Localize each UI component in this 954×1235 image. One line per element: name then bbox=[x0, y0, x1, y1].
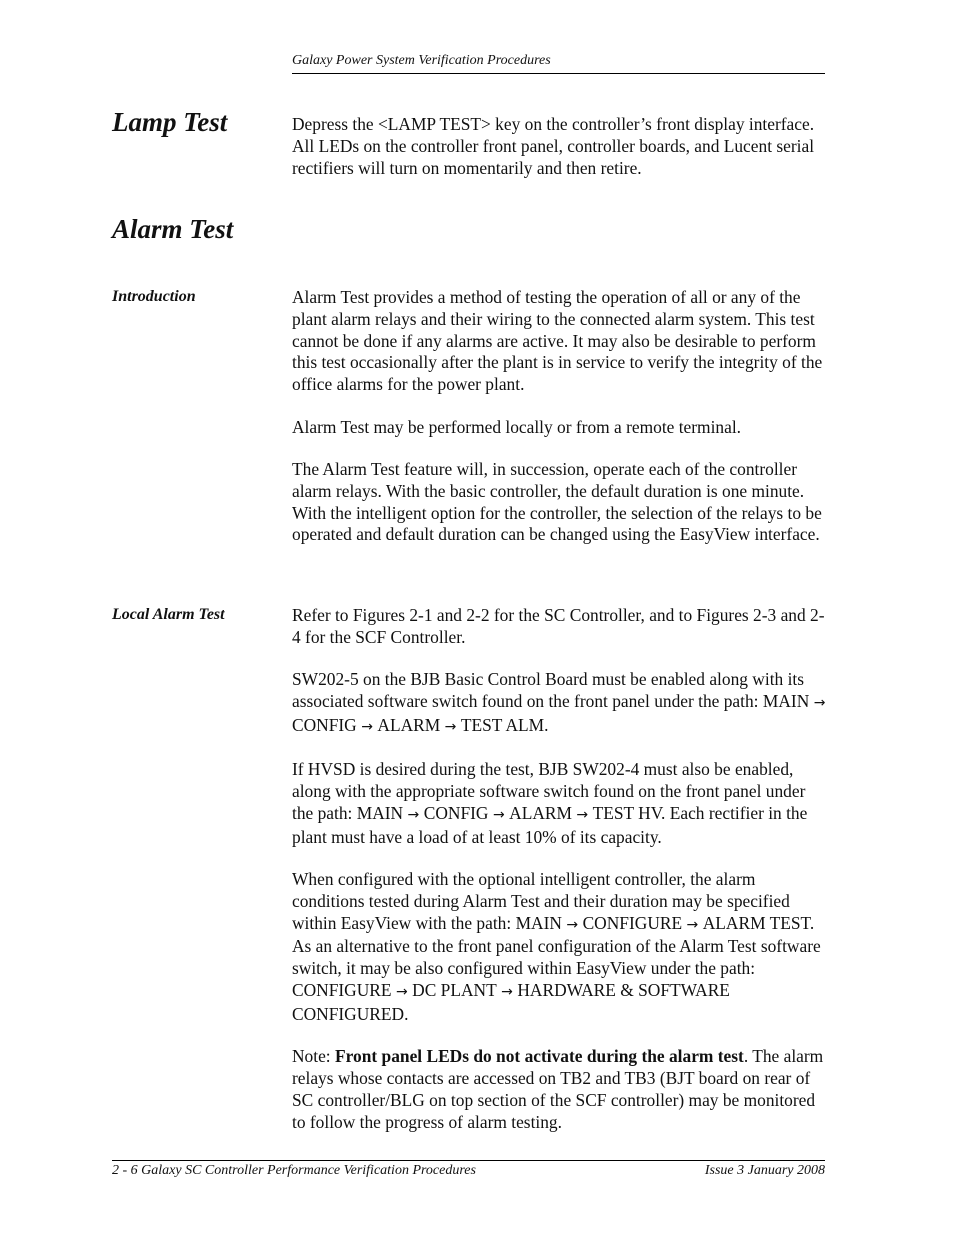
alarm-test-heading: Alarm Test bbox=[112, 214, 234, 244]
local-alarm-paragraph-4 bbox=[292, 869, 826, 1026]
menu-path-step: CONFIGURE bbox=[582, 912, 683, 933]
menu-path-step: TEST HV. bbox=[592, 802, 666, 823]
menu-path-step: HARDWARE & SOFTWARE CONFIGURED. bbox=[292, 979, 730, 1024]
right-arrow-icon: → bbox=[496, 983, 518, 1000]
right-arrow-icon: → bbox=[682, 916, 703, 933]
menu-path-step: CONFIG bbox=[292, 714, 357, 735]
menu-path bbox=[292, 980, 730, 1024]
right-arrow-icon: → bbox=[403, 806, 424, 823]
menu-path-step: CONFIGURE bbox=[292, 979, 392, 1000]
footer-rule bbox=[112, 1160, 825, 1161]
menu-path-step: ALARM TEST. bbox=[702, 912, 815, 933]
paragraph-4-text-middle: As an alternative to the front panel configuration of the Alarm Test software switch, it may be also configured within EasyView under the path: bbox=[292, 936, 821, 979]
right-arrow-icon: → bbox=[440, 718, 461, 735]
right-arrow-icon: → bbox=[561, 916, 583, 933]
note-bold-text: Front panel LEDs do not activate during the alarm test bbox=[335, 1046, 744, 1067]
menu-path-step: MAIN bbox=[762, 690, 810, 711]
right-arrow-icon: → bbox=[571, 806, 593, 823]
menu-path bbox=[516, 913, 815, 933]
menu-path-step: TEST ALM. bbox=[460, 714, 549, 735]
right-arrow-icon: → bbox=[391, 983, 413, 1000]
paragraph-3-text: If HVSD is desired during the test, BJB SW202-4 must also be enabled, along with the appropriate software switch found on the front panel under the path: bbox=[292, 759, 806, 823]
local-alarm-test-section bbox=[292, 605, 826, 1133]
menu-path-step: MAIN bbox=[515, 912, 562, 933]
footer-right: Issue 3 January 2008 bbox=[704, 1163, 825, 1178]
note-paragraph bbox=[292, 1046, 826, 1133]
right-arrow-icon: → bbox=[488, 806, 510, 823]
introduction-paragraph-2: Alarm Test may be performed locally or from a remote terminal. bbox=[292, 416, 742, 437]
menu-path bbox=[357, 803, 666, 823]
running-header bbox=[292, 52, 825, 74]
lamp-test-section bbox=[292, 114, 826, 179]
menu-path-step: DC PLANT bbox=[412, 979, 497, 1000]
right-arrow-icon: → bbox=[356, 718, 378, 735]
lamp-test-heading: Lamp Test bbox=[112, 107, 228, 137]
local-alarm-test-heading: Local Alarm Test bbox=[112, 606, 225, 623]
menu-path-step: ALARM bbox=[377, 714, 441, 735]
paragraph-2-text: SW202-5 on the BJB Basic Control Board must be enabled along with its associated software switch found on the front panel under the path: bbox=[292, 669, 805, 711]
introduction-section bbox=[292, 287, 826, 546]
note-rest-text: . The alarm relays whose contacts are accessed on TB2 and TB3 (BJT board on rear of SC controller/BLG on top section of the SCF controller) may be monitored to follow the progress of alarm testing. bbox=[292, 1046, 824, 1132]
lamp-test-paragraph: Depress the <LAMP TEST> key on the controller’s front display interface. All LEDs on the controller front panel, controller boards, and Lucent serial rectifiers will turn on momentarily and then retire. bbox=[292, 114, 815, 178]
footer-left: 2 - 6 Galaxy SC Controller Performance Verification Procedures bbox=[112, 1163, 476, 1178]
local-alarm-paragraph-2 bbox=[292, 669, 826, 738]
note-prefix: Note: bbox=[292, 1046, 331, 1067]
introduction-paragraph-3: The Alarm Test feature will, in succession, operate each of the controller alarm relays. With the basic controller, the default duration is one minute. With the intelligent option for the controller, the selection of the relays to be operated and default duration can be changed using the EasyView interface. bbox=[292, 458, 822, 545]
local-alarm-paragraph-3 bbox=[292, 759, 826, 848]
menu-path-step: MAIN bbox=[356, 802, 404, 823]
paragraph-3-text-after: Each rectifier in the plant must have a load of at least 10% of its capacity. bbox=[292, 802, 808, 847]
menu-path-step: ALARM bbox=[509, 802, 572, 823]
paragraph-4-text: When configured with the optional intelligent controller, the alarm conditions tested during Alarm Test and their duration may be specified within EasyView with the path: bbox=[292, 868, 790, 933]
menu-path-step: CONFIG bbox=[423, 802, 489, 823]
running-header-title: Galaxy Power System Verification Procedures bbox=[292, 53, 551, 68]
local-alarm-paragraph-1: Refer to Figures 2-1 and 2-2 for the SC Controller, and to Figures 2-3 and 2-4 for the SCF Controller. bbox=[292, 605, 825, 647]
introduction-paragraph-1: Alarm Test provides a method of testing the operation of all or any of the plant alarm relays and their wiring to the connected alarm system. This test cannot be done if any alarms are active. It may also be desirable to perform this test occasionally after the plant is in service to verify the integrity of the office alarms for the power plant. bbox=[292, 287, 823, 395]
introduction-heading: Introduction bbox=[112, 288, 196, 305]
right-arrow-icon: → bbox=[809, 694, 826, 711]
